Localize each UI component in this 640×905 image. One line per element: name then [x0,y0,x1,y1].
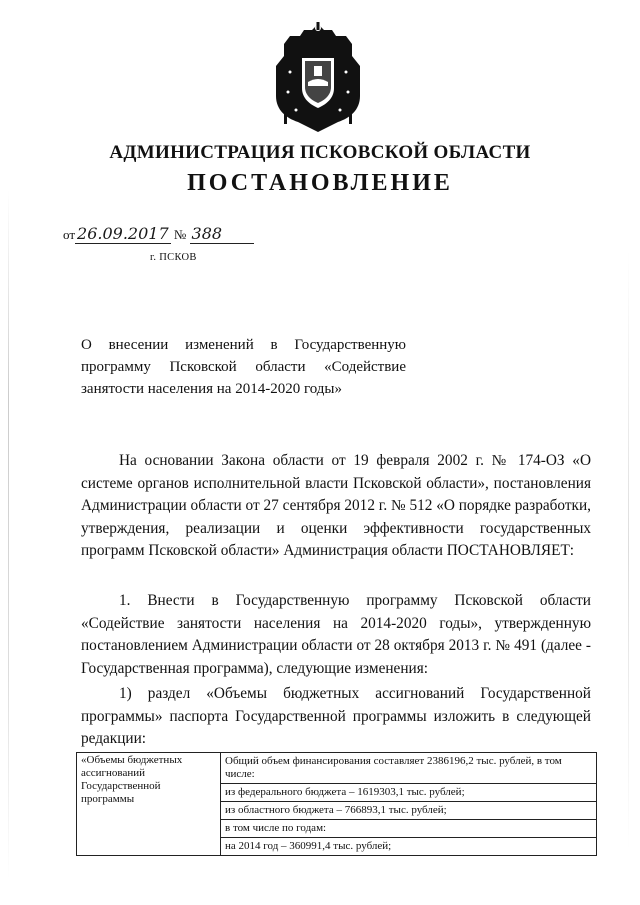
table-line: из областного бюджета – 766893,1 тыс. рублей; [221,802,596,820]
table-line: Общий объем финансирования составляет 2386196,2 тыс. рублей, в том числе: [221,753,596,784]
table-row [77,753,597,856]
table-line: на 2014 год – 360991,4 тыс. рублей; [225,840,392,852]
table-left-cell: «Объемы бюджетных ассигнований Государственной программы [77,753,221,856]
table-line: из федерального бюджета – 1619303,1 тыс. рублей; [221,784,596,802]
handwritten-date: 26.09.2017 [77,224,169,243]
document-subject: О внесении изменений в Государственную программу Псковской области «Содействие занятости населения на 2014-2020 годы» [81,337,406,397]
document-type-title: ПОСТАНОВЛЕНИЕ [187,170,453,196]
handwritten-number: 388 [191,224,223,243]
number-prefix: № [173,227,187,242]
date-number-row [63,224,254,244]
clause-1-paragraph: 1. Внести в Государственную программу Псковской области «Содействие занятости населения на 2014-2020 годы», утвержденную постановлением Администрации области от 28 октября 2013 г. № 491 (далее - Государственная программа), следующие изменения: [81,592,591,677]
preamble-paragraph: На основании Закона области от 19 февраля 2002 г. № 174-ОЗ «О системе органов исполнительной власти Псковской области», постановления Администрации области от 27 сентября 2012 г. № 512 «О порядке разработки, утверждения, реализации и оценки эффективности государственных программ Псковской области» Администрация области ПОСТАНОВЛЯЕТ: [81,452,591,559]
table-right-cell [221,753,597,856]
date-prefix: от [63,227,76,242]
clause-1-1-paragraph: 1) раздел «Объемы бюджетных ассигнований Государственной программы» паспорта Государственной программы изложить в следующей редакции: [81,685,591,747]
scan-edge-right [628,250,629,850]
table-line: в том числе по годам: [221,820,596,838]
city-label: г. ПСКОВ [150,252,197,263]
scan-edge-left [8,190,9,880]
budget-table [76,752,597,856]
coat-of-arms-emblem [270,22,366,134]
organization-title: АДМИНИСТРАЦИЯ ПСКОВСКОЙ ОБЛАСТИ [109,142,531,163]
